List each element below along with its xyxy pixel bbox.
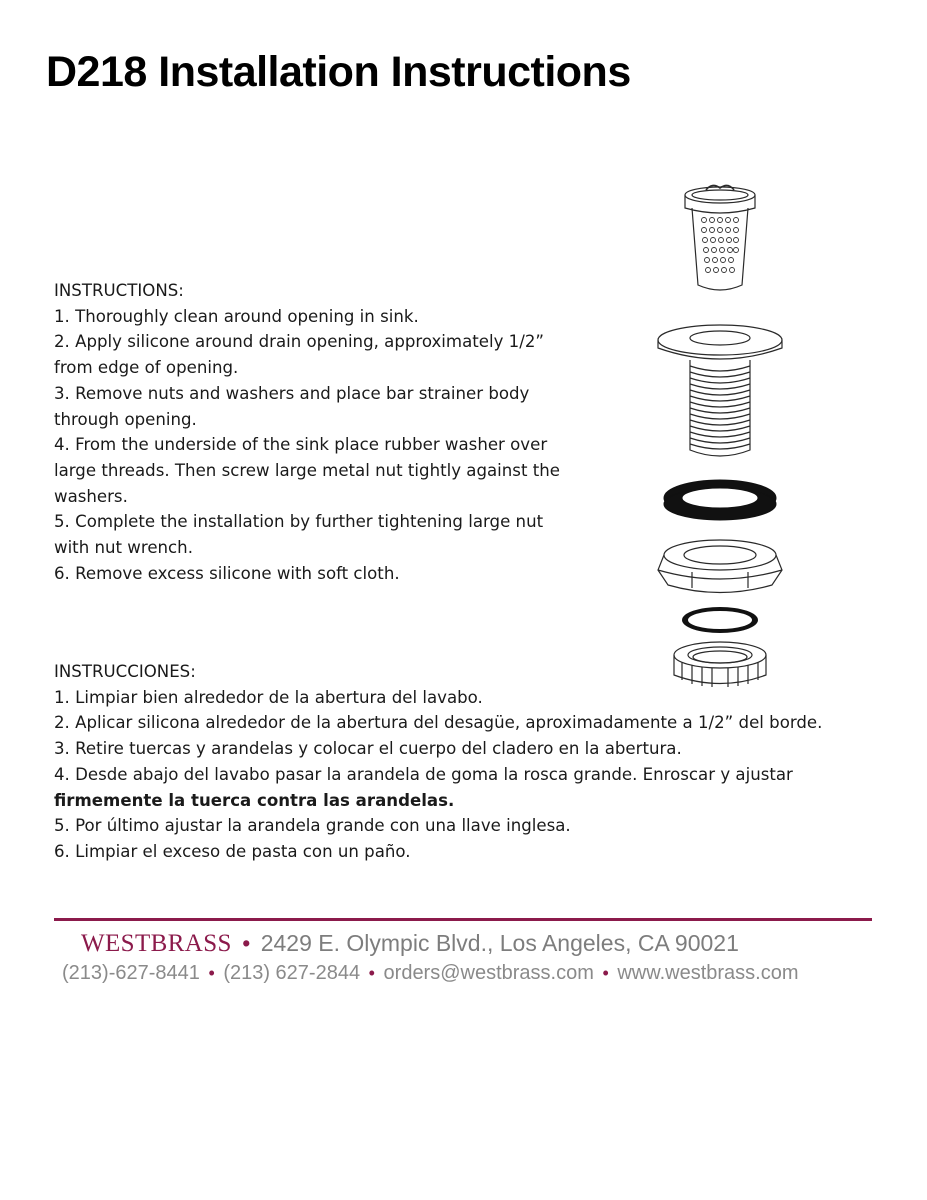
- website-link[interactable]: www.westbrass.com: [617, 962, 799, 984]
- footer-address: 2429 E. Olympic Blvd., Los Angeles, CA 90021: [260, 930, 739, 956]
- bullet-separator: •: [368, 963, 375, 983]
- rubber-washer: [664, 480, 776, 520]
- english-line: 2. Apply silicone around drain opening, approximately 1/2”: [54, 332, 544, 352]
- footer-contact-line: [62, 962, 799, 985]
- english-line: large threads. Then screw large metal nut tightly against the: [54, 460, 560, 480]
- coupling-nut: [674, 642, 766, 687]
- footer-address-line: [81, 930, 739, 958]
- page-title: D218 Installation Instructions: [46, 48, 631, 96]
- spanish-line: 5. Por último ajustar la arandela grande con una llave inglesa.: [54, 816, 571, 836]
- small-washer: [682, 607, 758, 633]
- strainer-basket: [685, 185, 755, 290]
- english-line: 6. Remove excess silicone with soft cloth.: [54, 563, 400, 583]
- english-line: from edge of opening.: [54, 358, 239, 378]
- spanish-line: 1. Limpiar bien alrededor de la abertura del lavabo.: [54, 687, 483, 707]
- brand-name: WESTBRASS: [81, 930, 232, 957]
- spanish-line: 4. Desde abajo del lavabo pasar la arandela de goma la rosca grande. Enroscar y ajustar: [54, 764, 793, 784]
- english-line: with nut wrench.: [54, 538, 193, 558]
- english-instructions: [54, 278, 594, 586]
- english-heading: INSTRUCTIONS:: [54, 281, 184, 300]
- footer-divider: [54, 918, 872, 921]
- large-metal-nut: [658, 540, 782, 593]
- english-line: 5. Complete the installation by further tightening large nut: [54, 512, 544, 532]
- english-line: washers.: [54, 486, 128, 506]
- bullet-separator: •: [602, 963, 609, 983]
- bullet-separator: •: [208, 963, 215, 983]
- phone-1: (213)-627-8441: [62, 962, 200, 984]
- strainer-body: [658, 325, 782, 456]
- spanish-line: 6. Limpiar el exceso de pasta con un paño.: [54, 841, 411, 861]
- spanish-line: firmemente la tuerca contra las arandelas.: [54, 790, 455, 810]
- bullet-separator: •: [242, 930, 251, 956]
- drain-parts-diagram: [640, 180, 800, 695]
- email-link[interactable]: orders@westbrass.com: [383, 962, 594, 984]
- english-line: through opening.: [54, 409, 197, 429]
- english-line: 3. Remove nuts and washers and place bar strainer body: [54, 383, 530, 403]
- english-line: 1. Thoroughly clean around opening in sink.: [54, 306, 419, 326]
- spanish-line: 3. Retire tuercas y arandelas y colocar el cuerpo del cladero en la abertura.: [54, 739, 682, 759]
- phone-2: (213) 627-2844: [223, 962, 361, 984]
- spanish-line: 2. Aplicar silicona alrededor de la abertura del desagüe, aproximadamente a 1/2” del borde.: [54, 713, 823, 733]
- spanish-heading: INSTRUCCIONES:: [54, 662, 196, 681]
- english-line: 4. From the underside of the sink place rubber washer over: [54, 435, 548, 455]
